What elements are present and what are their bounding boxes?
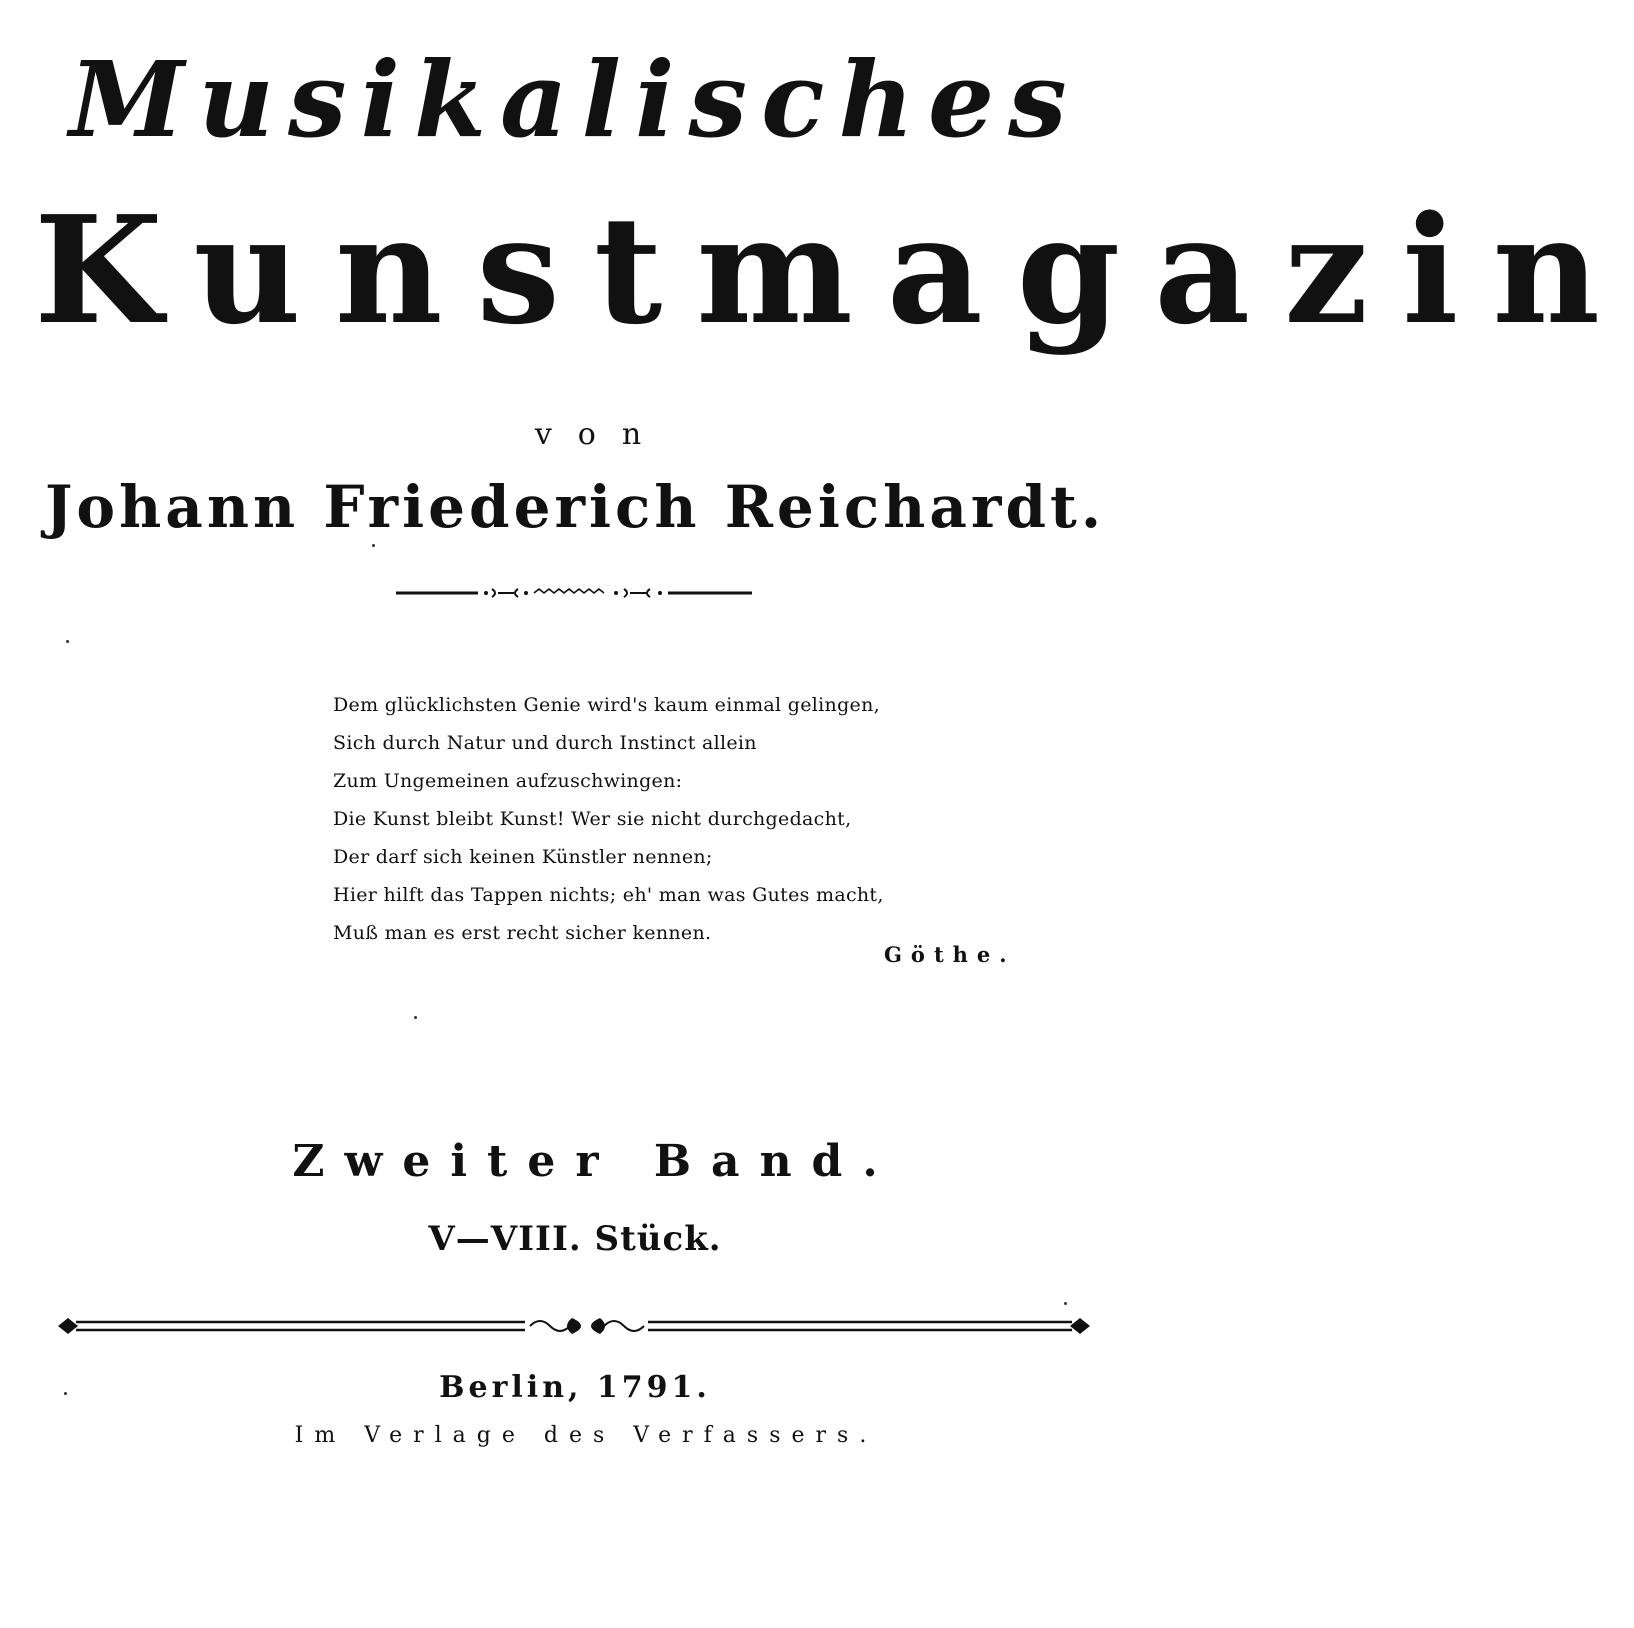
imprint-place-year: Berlin, 1791.: [439, 1370, 711, 1405]
ornamental-rule-large: [0, 1312, 1150, 1340]
epigraph-line: Muß man es erst recht sicher kennen.: [333, 922, 712, 944]
epigraph-line: Sich durch Natur und durch Instinct allein: [333, 732, 757, 754]
epigraph-line: Der darf sich keinen Künstler nennen;: [333, 846, 713, 868]
title-line-2: Kunstmagazin: [34, 183, 1634, 357]
paper-speck: [66, 640, 69, 643]
paper-speck: [1064, 1302, 1067, 1305]
epigraph-attribution: Göthe.: [884, 942, 1016, 967]
imprint-publisher: Im Verlage des Verfassers.: [294, 1423, 878, 1448]
epigraph-line: Die Kunst bleibt Kunst! Wer sie nicht durchgedacht,: [333, 808, 852, 830]
epigraph-line: Zum Ungemeinen aufzuschwingen:: [333, 770, 683, 792]
volume-parts: V—VIII. Stück.: [428, 1219, 722, 1259]
volume-title: Zweiter Band.: [292, 1136, 898, 1187]
title-line-1: Musikalisches: [69, 38, 1081, 161]
paper-speck: [372, 544, 375, 547]
epigraph-line: Dem glücklichsten Genie wird's kaum einmal gelingen,: [333, 694, 880, 716]
author-name: Johann Friederich Reichardt.: [44, 473, 1106, 541]
epigraph-poem: [333, 686, 893, 952]
paper-speck: [414, 1016, 417, 1019]
epigraph-line: Hier hilft das Tappen nichts; eh' man was Gutes macht,: [333, 884, 884, 906]
byline-von: von: [534, 417, 668, 452]
ornamental-rule-small: [0, 586, 1150, 600]
paper-speck: [64, 1392, 67, 1395]
